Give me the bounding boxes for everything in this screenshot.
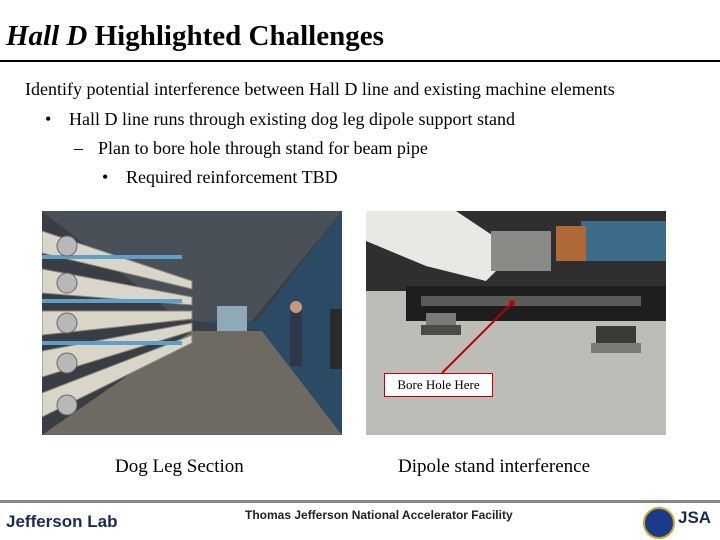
jsa-logo: JSA [678,508,712,527]
bullet-level4-text: Required reinforcement TBD [126,167,338,187]
bullet-level4 [102,167,338,188]
doe-seal-icon [643,507,675,539]
title-rest: Highlighted Challenges [87,20,384,52]
right-photo-caption: Dipole stand interference [398,456,591,477]
facility-name: Thomas Jefferson National Accelerator Facility [245,508,513,522]
title-underline [0,60,720,62]
bullet-level3 [74,138,428,159]
bullet-marker: • [45,109,52,129]
left-photo-caption: Dog Leg Section [115,456,244,477]
bullet-marker-small: • [102,167,109,187]
jefferson-lab-logo: Jefferson Lab [6,512,118,531]
bullet-level3-text: Plan to bore hole through stand for beam pipe [98,138,428,158]
dipole-stand-photo [366,211,666,435]
bore-hole-callout: Bore Hole Here [384,373,493,397]
bullet-level2-text: Hall D line runs through existing dog leg dipole support stand [69,109,515,129]
footer [0,500,720,540]
slide-title [6,20,384,53]
title-hall-d: Hall D [6,20,88,52]
dog-leg-photo [42,211,342,435]
bullet-level2 [45,109,515,130]
footer-bar [0,500,720,503]
dash-marker: – [74,138,83,158]
bullet-level1: Identify potential interference between Hall D line and existing machine elements [25,79,615,99]
